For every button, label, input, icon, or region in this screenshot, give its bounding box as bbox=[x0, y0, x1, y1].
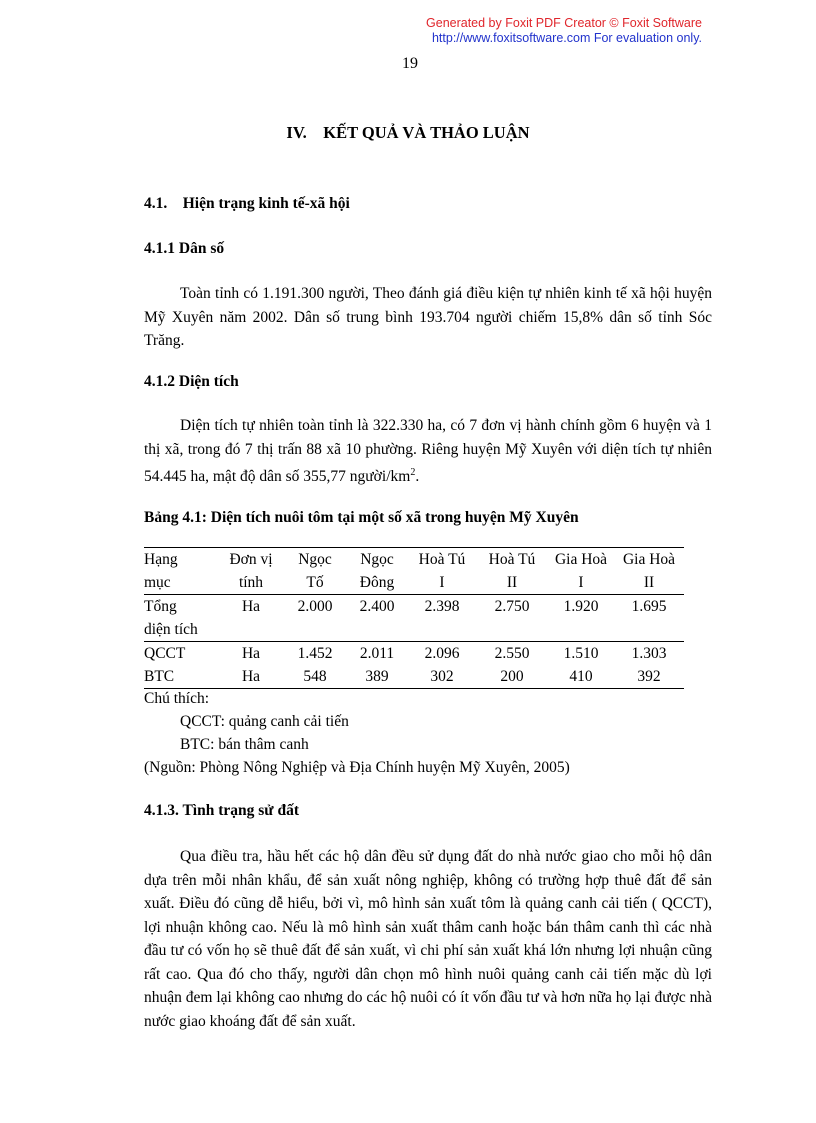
table-row-total bbox=[144, 595, 684, 642]
row-label bbox=[144, 595, 218, 642]
value-cell: 2.011 bbox=[346, 642, 408, 666]
paragraph-area bbox=[144, 414, 712, 489]
value-cell: 2.398 bbox=[408, 595, 476, 642]
value-cell: 302 bbox=[408, 665, 476, 689]
watermark-line-2: http://www.foxitsoftware.com For evaluation only. bbox=[431, 31, 702, 45]
header-cell: Đơn vị bbox=[218, 548, 284, 572]
page-number: 19 bbox=[402, 55, 418, 72]
value-cell: 392 bbox=[614, 665, 684, 689]
value-cell: 2.750 bbox=[476, 595, 548, 642]
header-cell: mục bbox=[144, 574, 171, 591]
table-row-qcct bbox=[144, 642, 684, 666]
value-cell: 1.303 bbox=[614, 642, 684, 666]
value-cell: 389 bbox=[346, 665, 408, 689]
table-title: Bảng 4.1: Diện tích nuôi tôm tại một số xã trong huyện Mỹ Xuyên bbox=[144, 509, 579, 526]
section-heading-4-1-3: 4.1.3. Tình trạng sử đất bbox=[144, 802, 300, 819]
value-cell: 410 bbox=[548, 665, 614, 689]
value-cell: 2.400 bbox=[346, 595, 408, 642]
table-header-row-2 bbox=[144, 571, 684, 595]
value-cell: 2.550 bbox=[476, 642, 548, 666]
table-header-row-1 bbox=[144, 548, 684, 572]
value-cell: 1.695 bbox=[614, 595, 684, 642]
value-cell: 1.452 bbox=[284, 642, 346, 666]
table-source: (Nguồn: Phòng Nông Nghiệp và Địa Chính huyện Mỹ Xuyên, 2005) bbox=[144, 759, 570, 776]
section-heading-4-1-1: 4.1.1 Dân số bbox=[144, 240, 225, 257]
header-cell: II bbox=[506, 574, 518, 591]
paragraph-population: Toàn tỉnh có 1.191.300 người, Theo đánh giá điều kiện tự nhiên kinh tế xã hội huyện Mỹ Xuyên năm 2002. Dân số trung bình 193.704 người chiếm 15,8% dân số tỉnh Sóc Trăng. bbox=[144, 285, 712, 349]
shrimp-area-table bbox=[144, 547, 684, 689]
row-label: QCCT bbox=[144, 642, 218, 666]
value-cell: 200 bbox=[476, 665, 548, 689]
paragraph-area-end: . bbox=[415, 468, 420, 486]
section-heading-4-1-2: 4.1.2 Diện tích bbox=[144, 373, 239, 390]
watermark-line-1: Generated by Foxit PDF Creator © Foxit Software bbox=[426, 16, 702, 30]
header-cell: Tố bbox=[306, 574, 324, 591]
header-cell: Gia Hoà bbox=[614, 548, 684, 572]
header-cell: II bbox=[643, 574, 655, 591]
note-btc: BTC: bán thâm canh bbox=[180, 736, 309, 753]
header-cell: Ngọc bbox=[284, 548, 346, 572]
unit-cell: Ha bbox=[218, 665, 284, 689]
row-label: BTC bbox=[144, 665, 218, 689]
header-cell: I bbox=[439, 574, 445, 591]
header-cell: Đông bbox=[359, 574, 395, 591]
row-label-line-1: Tổng bbox=[144, 598, 177, 615]
table-row-btc bbox=[144, 665, 684, 689]
header-cell: Ngọc bbox=[346, 548, 408, 572]
header-cell: Hoà Tú bbox=[476, 548, 548, 572]
value-cell: 2.096 bbox=[408, 642, 476, 666]
chapter-title: IV. KẾT QUẢ VÀ THẢO LUẬN bbox=[286, 123, 530, 142]
row-label-line-2: diện tích bbox=[144, 621, 198, 638]
unit-cell: Ha bbox=[218, 642, 284, 666]
unit-cell: Ha bbox=[218, 595, 284, 642]
section-heading-4-1: 4.1. Hiện trạng kinh tế-xã hội bbox=[144, 195, 350, 212]
paragraph-land-use: Qua điều tra, hầu hết các hộ dân đều sử dụng đất do nhà nước giao cho mỗi hộ dân dựa trên mỗi nhân khẩu, để sản xuất nông nghiệp, không có trường hợp thuê đất để sản xuất. Điều đó cũng dễ hiểu, bởi vì, mô hình sản xuất tôm là quảng canh cải tiến ( QCCT), lợi nhuận không cao. Nếu là mô hình sản xuất thâm canh hoặc bán thâm canh thì các nhà đầu tư có vốn họ sẽ thuê đất để sản xuất, vì chi phí sản xuất khá lớn nhưng lợi nhuận cũng rất cao. Qua đó cho thấy, người dân chọn mô hình nuôi quảng canh cải tiến mặc dù lợi nhuận đem lại không cao nhưng do các hộ nuôi có ít vốn đầu tư và hơn nữa họ lại được nhà nước giao khoáng đất để sản xuất. bbox=[144, 848, 712, 1030]
value-cell: 2.000 bbox=[284, 595, 346, 642]
value-cell: 548 bbox=[284, 665, 346, 689]
foxit-watermark bbox=[330, 16, 702, 46]
value-cell: 1.510 bbox=[548, 642, 614, 666]
paragraph-area-text: Diện tích tự nhiên toàn tỉnh là 322.330 ha, có 7 đơn vị hành chính gồm 6 huyện và 1 thị xã, trong đó 7 thị trấn 88 xã 10 phường. Riêng huyện Mỹ Xuyên với diện tích tự nhiên 54.445 ha, mật độ dân số 355,77 người/km bbox=[144, 417, 712, 486]
header-cell: I bbox=[578, 574, 584, 591]
header-cell: Hoà Tú bbox=[408, 548, 476, 572]
superscript-2: 2 bbox=[410, 467, 416, 478]
notes-title: Chú thích: bbox=[144, 690, 210, 707]
value-cell: 1.920 bbox=[548, 595, 614, 642]
header-cell: tính bbox=[238, 574, 264, 591]
header-cell: Hạng bbox=[144, 548, 218, 572]
header-cell: Gia Hoà bbox=[548, 548, 614, 572]
note-qcct: QCCT: quảng canh cải tiến bbox=[180, 713, 349, 730]
